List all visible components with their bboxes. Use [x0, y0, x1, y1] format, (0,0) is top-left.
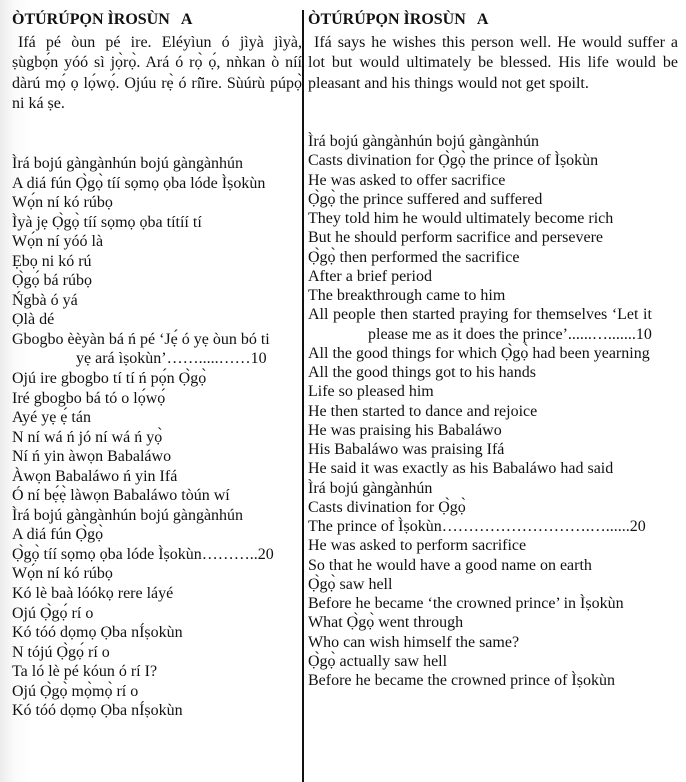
verse-line: Gbogbo èèyàn bá ń pé ‘Jẹ́ ó yẹ òun bó ti — [12, 330, 270, 348]
verse-line: He was praising his Babaláwo — [308, 421, 502, 439]
verse-line: He was asked to offer sacrifice — [308, 171, 506, 189]
verse-line: Wọ́n ní kó rúbọ — [12, 194, 113, 212]
verse-line: please me as it does the prince’......….......10 — [368, 325, 652, 343]
verse-line: What Ọ̀gọ̀ went through — [308, 614, 464, 632]
verse-line: Ńgbà ó yá — [12, 291, 78, 309]
verse-line: A diá fún Ọ̀gọ̀ tíí sọmọ ọba lóde Ìṣokùn — [12, 174, 266, 192]
verse-line: Before he became the crowned prince of Ìṣokùn — [308, 672, 615, 689]
verse-line: Ìrá bojú gàngànhún bojú gàngànhún — [12, 155, 244, 172]
yoruba-title: ÒTÚRÚPỌN ÌROSÙN A — [12, 11, 193, 28]
verse-line: Before he became ‘the crowned prince’ in Ìṣokùn — [308, 595, 624, 612]
verse-line: So that he would have a good name on earth — [308, 556, 592, 574]
verse-line: Ayé yẹ ẹ́ tán — [12, 409, 91, 427]
verse-line: The breakthrough came to him — [308, 287, 506, 304]
verse-line: A diá fún Ọ̀gọ̀ — [12, 526, 104, 544]
verse-line: Ọ̀gọ̀ tíí sọmọ ọba lóde Ìṣokùn………..20 — [12, 545, 274, 563]
verse-line: Ọlà dé — [12, 311, 55, 329]
verse-line: All the good things for which Ọ̀gọ̀ had been yearning — [308, 344, 650, 362]
verse-line: Ẹbọ ni kó rú — [12, 252, 92, 270]
verse-line: Ojú Ọ̀gọ́ rí o — [12, 604, 94, 622]
verse-line: Wọ́n ní yóó là — [12, 233, 104, 251]
verse-line: Ọ̀gọ́ bá rúbọ — [12, 272, 92, 290]
verse-line: Ọ̀gọ̀ saw hell — [308, 575, 393, 593]
verse-line: Ọ̀gọ̀ then performed the sacrifice — [308, 248, 520, 266]
english-summary-paragraph: Ifá says he wishes this person well. He would suffer a lot but would ultimately be blessed. His life would be pleasant and his things would not get spoilt. — [308, 34, 678, 92]
english-title: ÒTÚRÚPỌN ÌROSÙN A — [308, 11, 489, 28]
verse-line: He was asked to perform sacrifice — [308, 537, 527, 555]
verse-line: Ìrá bojú gàngànhún bojú gàngànhún — [308, 133, 540, 150]
verse-line: Kó tóó dọmọ Ọba nÍṣokùn — [12, 702, 183, 720]
verse-line: yẹ ará ìṣokùn’…….....……10 — [76, 350, 267, 368]
yoruba-verse — [12, 154, 274, 721]
verse-line: Ó ní bẹ́ẹ̀ làwọn Babaláwo tòún wí — [12, 487, 230, 505]
verse-line: Ojú ire gbogbo tí tí ń pọ́n Ọ̀gọ̀ — [12, 370, 207, 388]
verse-line: Ìyà jẹ Ọ̀gọ̀ tíí sọmọ ọba títíí tí — [12, 213, 202, 231]
verse-line: The prince of Ìṣokùn……………………….…......20 — [308, 518, 646, 535]
verse-line: After a brief period — [308, 267, 432, 285]
verse-line: They told him he would ultimately become rich — [308, 210, 614, 227]
verse-line: Ìrá bojú gàngànhún — [308, 479, 433, 497]
verse-line: His Babaláwo was praising Ifá — [308, 441, 505, 458]
yoruba-summary-paragraph: Ifá pé òun pé ire. Eléyìun ó jìyà jìyà, ṣùgbọ́n yóó sì jọ̀rọ̀. Ará ó rọ̀ ọ́, nǹkan ò níí dàrú mọ́ ọ lọ́wọ́. Ojúu rẹ̀ ó rí͂ire. Sùúrù púpọ̀ ni ká ṣe. — [12, 34, 302, 112]
verse-line: Kó lè baà lóókọ rere láyé — [12, 585, 174, 603]
english-verse — [308, 132, 652, 690]
verse-line: Casts divination for Ọ̀gọ̀ — [308, 498, 466, 516]
column-divider — [302, 10, 304, 782]
verse-line: All the good things got to his hands — [308, 364, 536, 381]
verse-line: Ọ̀gọ̀ the prince suffered and suffered — [308, 190, 543, 208]
verse-line: Àwọn Babaláwo ń yin Ifá — [12, 467, 178, 485]
verse-line: He then started to dance and rejoice — [308, 402, 538, 420]
verse-line: All people then started praying for themselves ‘Let it — [308, 306, 652, 324]
verse-line: Ọ̀gọ̀ actually saw hell — [308, 652, 448, 670]
verse-line: N tójú Ọ̀gọ́ rí o — [12, 643, 110, 661]
verse-line: Ní ń yin àwọn Babaláwo — [12, 448, 172, 466]
verse-line: Casts divination for Ọ̀gọ̀ the prince of Ìṣokùn — [308, 152, 599, 170]
verse-line: Wọ́n ní kó rúbọ — [12, 565, 113, 583]
verse-line: Ojú Ọ̀gọ̀ mọ̀mọ̀ rí o — [12, 682, 139, 700]
verse-line: Iré gbogbo bá tó o lọ́wọ́ — [12, 389, 166, 407]
verse-line: Ìrá bojú gàngànhún bojú gàngànhún — [12, 506, 244, 524]
verse-line: Kó tóó dọmọ Ọba nÍṣokùn — [12, 624, 183, 642]
verse-line: Who can wish himself the same? — [308, 633, 520, 651]
verse-line: N ní wá ń jó ní wá ń yọ̀ — [12, 428, 163, 446]
verse-line: But he should perform sacrifice and persevere — [308, 229, 603, 247]
verse-line: Life so pleased him — [308, 383, 434, 401]
verse-line: Ta ló lè pé kóun ó rí I? — [12, 663, 158, 681]
verse-line: He said it was exactly as his Babaláwo had said — [308, 460, 614, 478]
